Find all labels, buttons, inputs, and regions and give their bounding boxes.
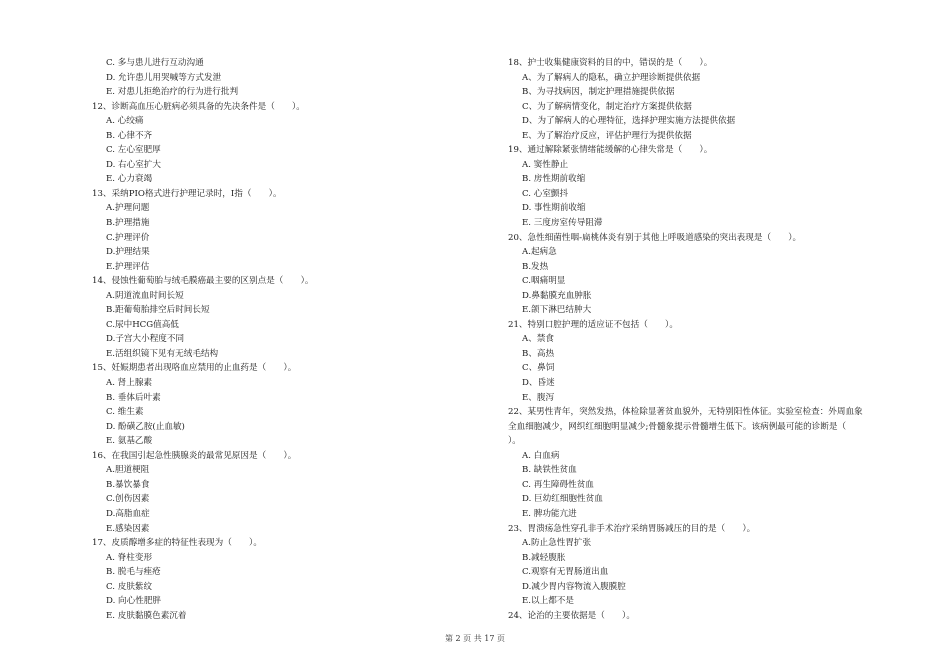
answer-option: C.护理评价 [106, 232, 150, 243]
question-line: 全血细胞减少，网织红细胞明显减少;骨髓象提示骨髓增生低下。该病例最可能的诊断是（ [508, 421, 847, 432]
answer-option: E.以上都不是 [522, 596, 574, 607]
question-line: ）。 [508, 436, 521, 447]
answer-option: D、昏迷 [522, 378, 555, 389]
answer-option: A.护理问题 [106, 203, 150, 214]
answer-option: E.活组织镜下见有无绒毛结构 [106, 348, 219, 359]
answer-option: B.减轻腹胀 [522, 552, 566, 563]
question-line: 20、急性细菌性咽-扁桃体炎有别于其他上呼吸道感染的突出表现是（ ）。 [508, 232, 802, 243]
answer-option: D.减少胃内容物流入腹膜腔 [522, 581, 626, 592]
answer-option: A.起病急 [522, 247, 557, 258]
answer-option: C. 维生素 [106, 407, 144, 418]
question-line: 23、胃溃疡急性穿孔非手术治疗采纳胃肠减压的目的是（ ）。 [508, 523, 756, 534]
question-line: 13、采纳PIO格式进行护理记录时，I指（ ）。 [92, 188, 282, 199]
question-line: 22、某男性青年，突然发热，体检除显著贫血貌外，无特别阳性体征。实验室检查：外周血象 [508, 407, 863, 418]
question-line: 14、侵蚀性葡萄胎与绒毛膜癌最主要的区别点是（ ）。 [92, 276, 314, 287]
answer-option: C.尿中HCG值高低 [106, 319, 179, 330]
answer-option: D、为了解病人的心理特征，选择护理实施方法提供依据 [522, 116, 736, 127]
question-line: 21、特别口腔护理的适应证不包括（ ）。 [508, 319, 678, 330]
answer-option: C. 左心室肥厚 [106, 145, 161, 156]
answer-option: E.护理评估 [106, 261, 150, 272]
answer-option: A、禁食 [522, 334, 554, 345]
question-line: 15、妊娠期患者出现咯血应禁用的止血药是（ ）。 [92, 363, 297, 374]
answer-option: B、为寻找病因，制定护理措施提供依据 [522, 87, 675, 98]
answer-option: D.高脂血症 [106, 508, 150, 519]
answer-option: C.创伤因素 [106, 494, 150, 505]
answer-option: E. 三度房室传导阻滞 [522, 218, 603, 229]
answer-option: B. 心律不齐 [106, 130, 153, 141]
question-line: 24、论治的主要依据是（ ）。 [508, 610, 635, 621]
answer-option: E. 对患儿拒绝治疗的行为进行批判 [106, 87, 239, 98]
answer-option: A. 白血病 [522, 450, 560, 461]
answer-option: D. 事性期前收缩 [522, 203, 586, 214]
answer-option: B. 房性期前收缩 [522, 174, 586, 185]
answer-option: E.颌下淋巴结肿大 [522, 305, 592, 316]
answer-option: E、腹泻 [522, 392, 555, 403]
answer-option: C、为了解病情变化，制定治疗方案提供依据 [522, 101, 692, 112]
answer-option: D.护理结果 [106, 247, 150, 258]
answer-option: E、为了解治疗反应，评估护理行为提供依据 [522, 130, 692, 141]
answer-option: B. 缺铁性贫血 [522, 465, 577, 476]
answer-option: C.观察有无胃肠道出血 [522, 567, 609, 578]
question-line: 18、护士收集健康资料的目的中，错误的是（ ）。 [508, 58, 713, 68]
answer-option: E. 氨基乙酸 [106, 436, 153, 447]
answer-option: A、为了解病人的隐私，确立护理诊断提供依据 [522, 72, 701, 83]
left-column [92, 56, 472, 623]
answer-option: B.护理措施 [106, 218, 150, 229]
answer-option: C. 心室颤抖 [522, 188, 569, 199]
answer-option: B.发热 [522, 261, 549, 272]
answer-option: A.阴道流血时间长短 [106, 290, 184, 301]
page-footer: 第 2 页 共 17 页 [445, 634, 505, 643]
answer-option: A.防止急性胃扩张 [522, 538, 592, 549]
answer-option: B. 脱毛与痤疮 [106, 567, 161, 578]
answer-option: B.距葡萄胎排空后时间长短 [106, 305, 210, 316]
question-line: 17、皮质醇增多症的特征性表现为（ ）。 [92, 538, 262, 549]
answer-option: D. 酚磺乙胺(止血敏) [106, 421, 185, 432]
question-line: 19、通过解除紧张情绪能缓解的心律失常是（ ）。 [508, 145, 713, 156]
answer-option: D. 允许患儿用哭喊等方式发泄 [106, 72, 222, 83]
answer-option: E.感染因素 [106, 523, 150, 534]
answer-option: C.咽痛明显 [522, 276, 566, 287]
answer-option: E. 脾功能亢进 [522, 508, 577, 519]
question-line: 12、诊断高血压心脏病必须具备的先决条件是（ ）。 [92, 101, 305, 112]
answer-option: C. 多与患儿进行互动沟通 [106, 58, 204, 68]
answer-option: D.鼻黏膜充血肿胀 [522, 290, 592, 301]
answer-option: E. 心力衰竭 [106, 174, 153, 185]
answer-option: B、高热 [522, 348, 555, 359]
answer-option: A. 窦性静止 [522, 159, 569, 170]
answer-option: A. 心绞痛 [106, 116, 144, 127]
answer-option: D.子宫大小程度不同 [106, 334, 185, 345]
answer-option: D. 右心室扩大 [106, 159, 162, 170]
answer-option: A.胆道梗阻 [106, 465, 150, 476]
answer-option: A. 肾上腺素 [106, 378, 153, 389]
answer-option: C、鼻饲 [522, 363, 555, 374]
answer-option: B. 垂体后叶素 [106, 392, 161, 403]
answer-option: C. 再生障碍性贫血 [522, 479, 594, 490]
answer-option: D. 巨幼红细胞性贫血 [522, 494, 603, 505]
answer-option: A. 脊柱变形 [106, 552, 153, 563]
answer-option: D. 向心性肥胖 [106, 596, 162, 607]
answer-option: E. 皮肤黏膜色素沉着 [106, 610, 187, 621]
right-column [508, 56, 883, 623]
question-line: 16、在我国引起急性胰腺炎的最常见原因是（ ）。 [92, 450, 297, 461]
answer-option: C. 皮肤紫纹 [106, 581, 153, 592]
answer-option: B.暴饮暴食 [106, 479, 150, 490]
